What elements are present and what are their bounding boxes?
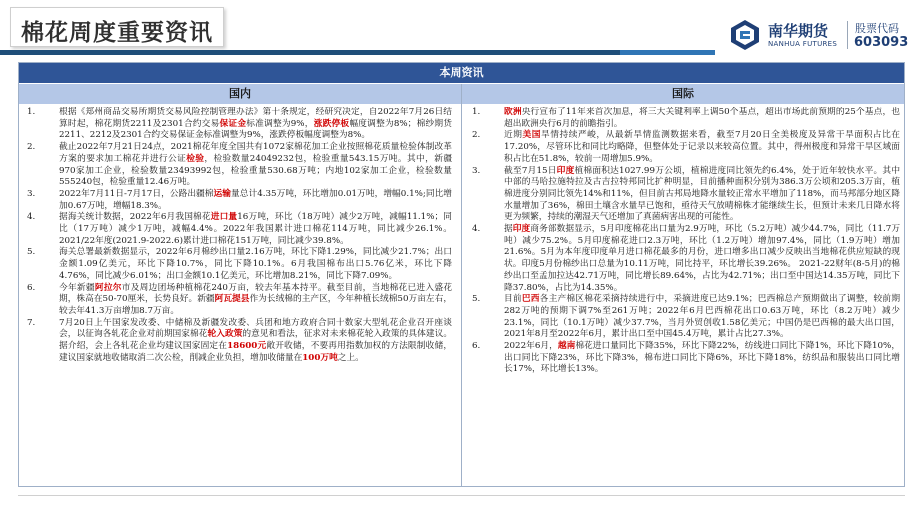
domestic-news-item — [27, 212, 452, 247]
international-news-item — [472, 166, 900, 225]
item-number: 5. — [27, 247, 36, 258]
item-text: 7月20日上午国家发改委、中储棉及新疆发改委、兵团和地方政府合同十数家大型轧花企业召开座谈会，以征询各轧花企业对前期国家棉花轮入政策的意见和看法，征求对未来棉花轮入政策的具体建议。据介绍，会上各轧花企业均建议国家固定在18600元敞开收储，不要再用指数加权的方法限制收储，建议国家就地收储取消二次公检，削减企业负担，增加收储量在100万吨之上。 — [59, 317, 452, 363]
header — [0, 0, 920, 60]
domestic-news-item — [27, 283, 452, 318]
international-news-item — [472, 341, 900, 376]
page-title: 棉花周度重要资讯 — [21, 20, 213, 46]
brand-logo — [728, 18, 918, 56]
international-news-item — [472, 107, 900, 130]
brand-name-cn: 南华期货 — [768, 22, 829, 40]
domestic-news-item — [27, 247, 452, 282]
item-text: 据印度商务部数据显示，5月印度棉花出口量为2.9万吨，环比（5.2万吨）减少44.7%，同比（11.7万吨）减少75.2%。5月印度棉花进口2.3万吨，环比（1.2万吨）增加97.4%，同比（1.9万吨）增加21.6%。5月为本年度印度单月进口棉花最多的月份，进口增多出口减少反映出当地棉花供应短缺的现状。印度5月份棉纱出口总量为10.11万吨，同比持平，环比增长39.26%。 2021-22财年(8-5月)的棉纱出口至孟加拉达42.71万吨，同比增长89.64%，占比为42.71%；出口至中国达14.35万吨，同比下降37.80%，占比为14.35%。 — [504, 224, 900, 293]
item-text: 欧洲央行宣布了11年来首次加息，将三大关键利率上调50个基点，超出市场此前预期的25个基点，也超出欧洲央行6月的前瞻指引。 — [504, 107, 900, 129]
international-news-item — [472, 224, 900, 294]
item-number: 6. — [27, 282, 36, 293]
column-divider — [461, 84, 462, 486]
stock-code-label: 股票代码 — [855, 22, 899, 35]
item-text: 2022年7月11日-7月17日，公路出疆棉运输量总计4.35万吨，环比增加0.01万吨，增幅0.1%;同比增加0.67万吨，增幅18.3%。 — [59, 188, 452, 211]
nanhua-logo-icon — [728, 18, 762, 52]
item-number: 1. — [27, 107, 36, 117]
item-number: 5. — [472, 294, 481, 305]
item-number: 2. — [472, 130, 481, 141]
item-text: 目前巴西各主产棉区棉花采摘持续进行中，采摘进度已达9.1%；巴西棉总产预期做出了调整，较前期282万吨的预期下调7%至261万吨；2022年6月巴西棉花出口0.63万吨，环比（8.2万吨）减少23.1%，同比（10.1万吨）减少37.7%，当月外贸创收1.58亿美元；中国仍是巴西棉的最大出口国，2021年8月至2022年6月，累计出口至中国45.4万吨，累计占比27.3%。 — [504, 294, 900, 340]
item-text: 截至7月15日印度植棉面积达1027.99万公顷，植棉进度同比领先约6.4%，处于近年较快水平。其中中部的马哈拉施特拉及古吉拉特邦同比扩种明显，目前播种面积分别为386.3万公顷和205.3万亩，植棉进度分别同比领先14%和11%，但目前古邦局地降水量较正常水平增加了118%，而马邦部分地区降水量增加了36%，棉田土壤含水量早已饱和，亟待天气放晴棉株才能继续生长，但预计未来几日降水将更为频繁，持续的潮湿天气还增加了真菌病害出现的可能性。 — [504, 165, 900, 223]
international-header: 国际 — [462, 84, 904, 104]
international-news-list — [472, 107, 900, 485]
international-news-item — [472, 294, 900, 341]
item-number: 3. — [27, 188, 36, 199]
brand-name-en: NANHUA FUTURES — [768, 40, 838, 48]
item-number: 4. — [472, 224, 481, 235]
item-number: 3. — [472, 165, 481, 176]
item-text: 2022年6月，越南棉花进口量同比下降35%，环比下降22%，纺线进口同比下降1%，环比下降10%，出口同比下降23%，环比下降3%，棉布进口同比下降6%，环比下降18%，纺织品和服装出口同比增长17%，环比增长13%。 — [504, 341, 900, 375]
item-text: 据海关统计数据，2022年6月我国棉花进口量16万吨，环比（18万吨）减少2万吨，减幅11.1%；同比（17万吨）减少1万吨，减幅4.4%。2022年我国累计进口棉花114万吨，同比减少26.1%。2021/22年度(2021.9-2022.6)累计进口棉花151万吨，同比减少39.8%。 — [59, 212, 452, 246]
title-box — [10, 7, 224, 47]
title-underline — [0, 50, 620, 55]
stock-code: 603093 — [854, 35, 909, 50]
section-title: 本周资讯 — [19, 63, 904, 83]
domestic-news-list — [27, 107, 452, 485]
item-text: 近期美国旱情持续严峻，从最新旱情监测数据来看，截至7月20日全美极度及异常干旱面积占比在17.20%，尽管环比和同比均略降，但整体处于记录以来较高位置。其中，得州极度和异常干旱区域面积占比在51.8%，较前一周增加5.9%。 — [504, 130, 900, 164]
title-underline-accent — [620, 50, 715, 55]
item-number: 4. — [27, 212, 36, 223]
domestic-header: 国内 — [19, 84, 461, 104]
item-text: 海关总署最新数据显示，2022年6月棉纱出口量2.16万吨，环比下降1.29%，同比减少21.7%；出口金额1.09亿美元，环比下降10.7%，同比下降10.1%。6月我国棉布出口5.76亿米，环比下降4.76%，同比减少6.01%；出口金额10.1亿美元，环比增加8.21%，同比下降7.09%。 — [59, 247, 452, 281]
item-number: 2. — [27, 142, 36, 153]
item-number: 7. — [27, 317, 36, 328]
news-table — [18, 62, 905, 487]
footer-divider — [18, 495, 905, 496]
item-text: 截止2022年7月21日24点，2021棉花年度全国共有1072家棉花加工企业按照棉花质量检验体制改革方案的要求加工棉花并进行公证检验，检验数量24049232包，检验重量543.15万吨。其中，新疆970家加工企业，检验数量23493992包，检验重量530.68万吨；内地102家加工企业，检验数量555240包，检验重量12.46万吨。 — [59, 142, 452, 188]
domestic-news-item — [27, 142, 452, 189]
item-number: 1. — [472, 107, 481, 117]
domestic-news-item — [27, 189, 452, 212]
item-text: 根据《郑州商品交易所期货交易风险控制管理办法》第十条规定，经研究决定，自2022年7月26日结算时起，棉花期货2211及2301合约交易保证金标准调整为9%，涨跌停板幅度调整为8%；棉纱期货2211、2212及2301合约交易保证金标准调整为9%，涨跌停板幅度调整为8%。 — [59, 107, 452, 141]
item-text: 今年新疆阿拉尔市及周边团场种植棉花240万亩，较去年基本持平。截至目前，当地棉花已进入盛花期，株高在50-70厘米，长势良好。新疆阿瓦提县作为长绒棉的主产区，今年种植长绒棉50万亩左右，较去年41.3万亩增加8.7万亩。 — [59, 282, 452, 316]
logo-divider — [847, 21, 848, 49]
international-news-item — [472, 130, 900, 165]
domestic-news-item — [27, 318, 452, 365]
domestic-news-item — [27, 107, 452, 142]
item-number: 6. — [472, 341, 481, 352]
